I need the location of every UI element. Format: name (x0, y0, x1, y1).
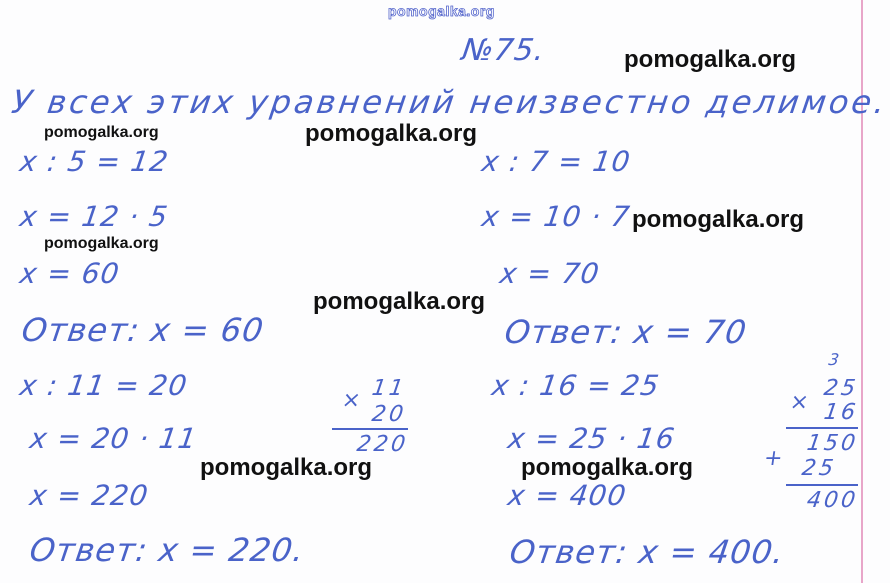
watermark-top: pomogalka.org (388, 3, 495, 19)
problem-2-step: x = 10 · 7 (479, 200, 633, 233)
problem-4-column-partial-2: 25 (800, 456, 838, 481)
watermark: pomogalka.org (305, 120, 478, 147)
problem-4-column-sign: × (788, 390, 814, 415)
problem-3-step: x = 20 · 11 (27, 422, 200, 455)
problem-4-equation: x : 16 = 25 (489, 369, 662, 402)
watermark: pomogalka.org (313, 288, 486, 315)
watermark: pomogalka.org (44, 124, 159, 141)
problem-1-result: x = 60 (17, 257, 122, 290)
problem-4-column-result: 400 (805, 488, 860, 513)
problem-4-column-carry: 3 (827, 350, 844, 369)
problem-1-answer: Ответ: x = 60 (19, 311, 267, 349)
problem-4-step: x = 25 · 16 (505, 422, 678, 455)
problem-3-column-rule (332, 428, 408, 430)
problem-4-column-top: 25 (822, 376, 860, 401)
problem-2-answer: Ответ: x = 70 (502, 313, 750, 351)
watermark: pomogalka.org (624, 46, 797, 73)
watermark: pomogalka.org (632, 206, 805, 233)
problem-4-answer: Ответ: x = 400. (507, 533, 787, 571)
problem-4-column-bottom: 16 (822, 400, 860, 425)
problem-3-column-result: 220 (355, 432, 410, 457)
intro-text: У всех этих уравнений неизвестно делимое. (9, 83, 890, 121)
problem-4-column-rule-2 (786, 484, 858, 486)
problem-2-equation: x : 7 = 10 (479, 145, 633, 178)
watermark: pomogalka.org (44, 235, 159, 252)
problem-2-result: x = 70 (497, 257, 602, 290)
problem-3-result: x = 220 (27, 479, 151, 512)
watermark: pomogalka.org (521, 454, 694, 481)
task-number: №75. (459, 33, 548, 68)
problem-1-step: x = 12 · 5 (17, 200, 171, 233)
problem-4-column-partial-1: 150 (805, 431, 860, 456)
problem-3-column-top: 11 (370, 376, 408, 401)
problem-4-column-plus: + (762, 446, 788, 471)
problem-3-answer: Ответ: x = 220. (27, 531, 307, 569)
problem-3-column-sign: × (340, 388, 366, 413)
watermark: pomogalka.org (200, 454, 373, 481)
problem-4-column-rule-1 (786, 427, 858, 429)
problem-4-result: x = 400 (505, 479, 629, 512)
problem-3-equation: x : 11 = 20 (17, 369, 190, 402)
problem-3-column-bottom: 20 (370, 402, 408, 427)
problem-1-equation: x : 5 = 12 (17, 145, 171, 178)
